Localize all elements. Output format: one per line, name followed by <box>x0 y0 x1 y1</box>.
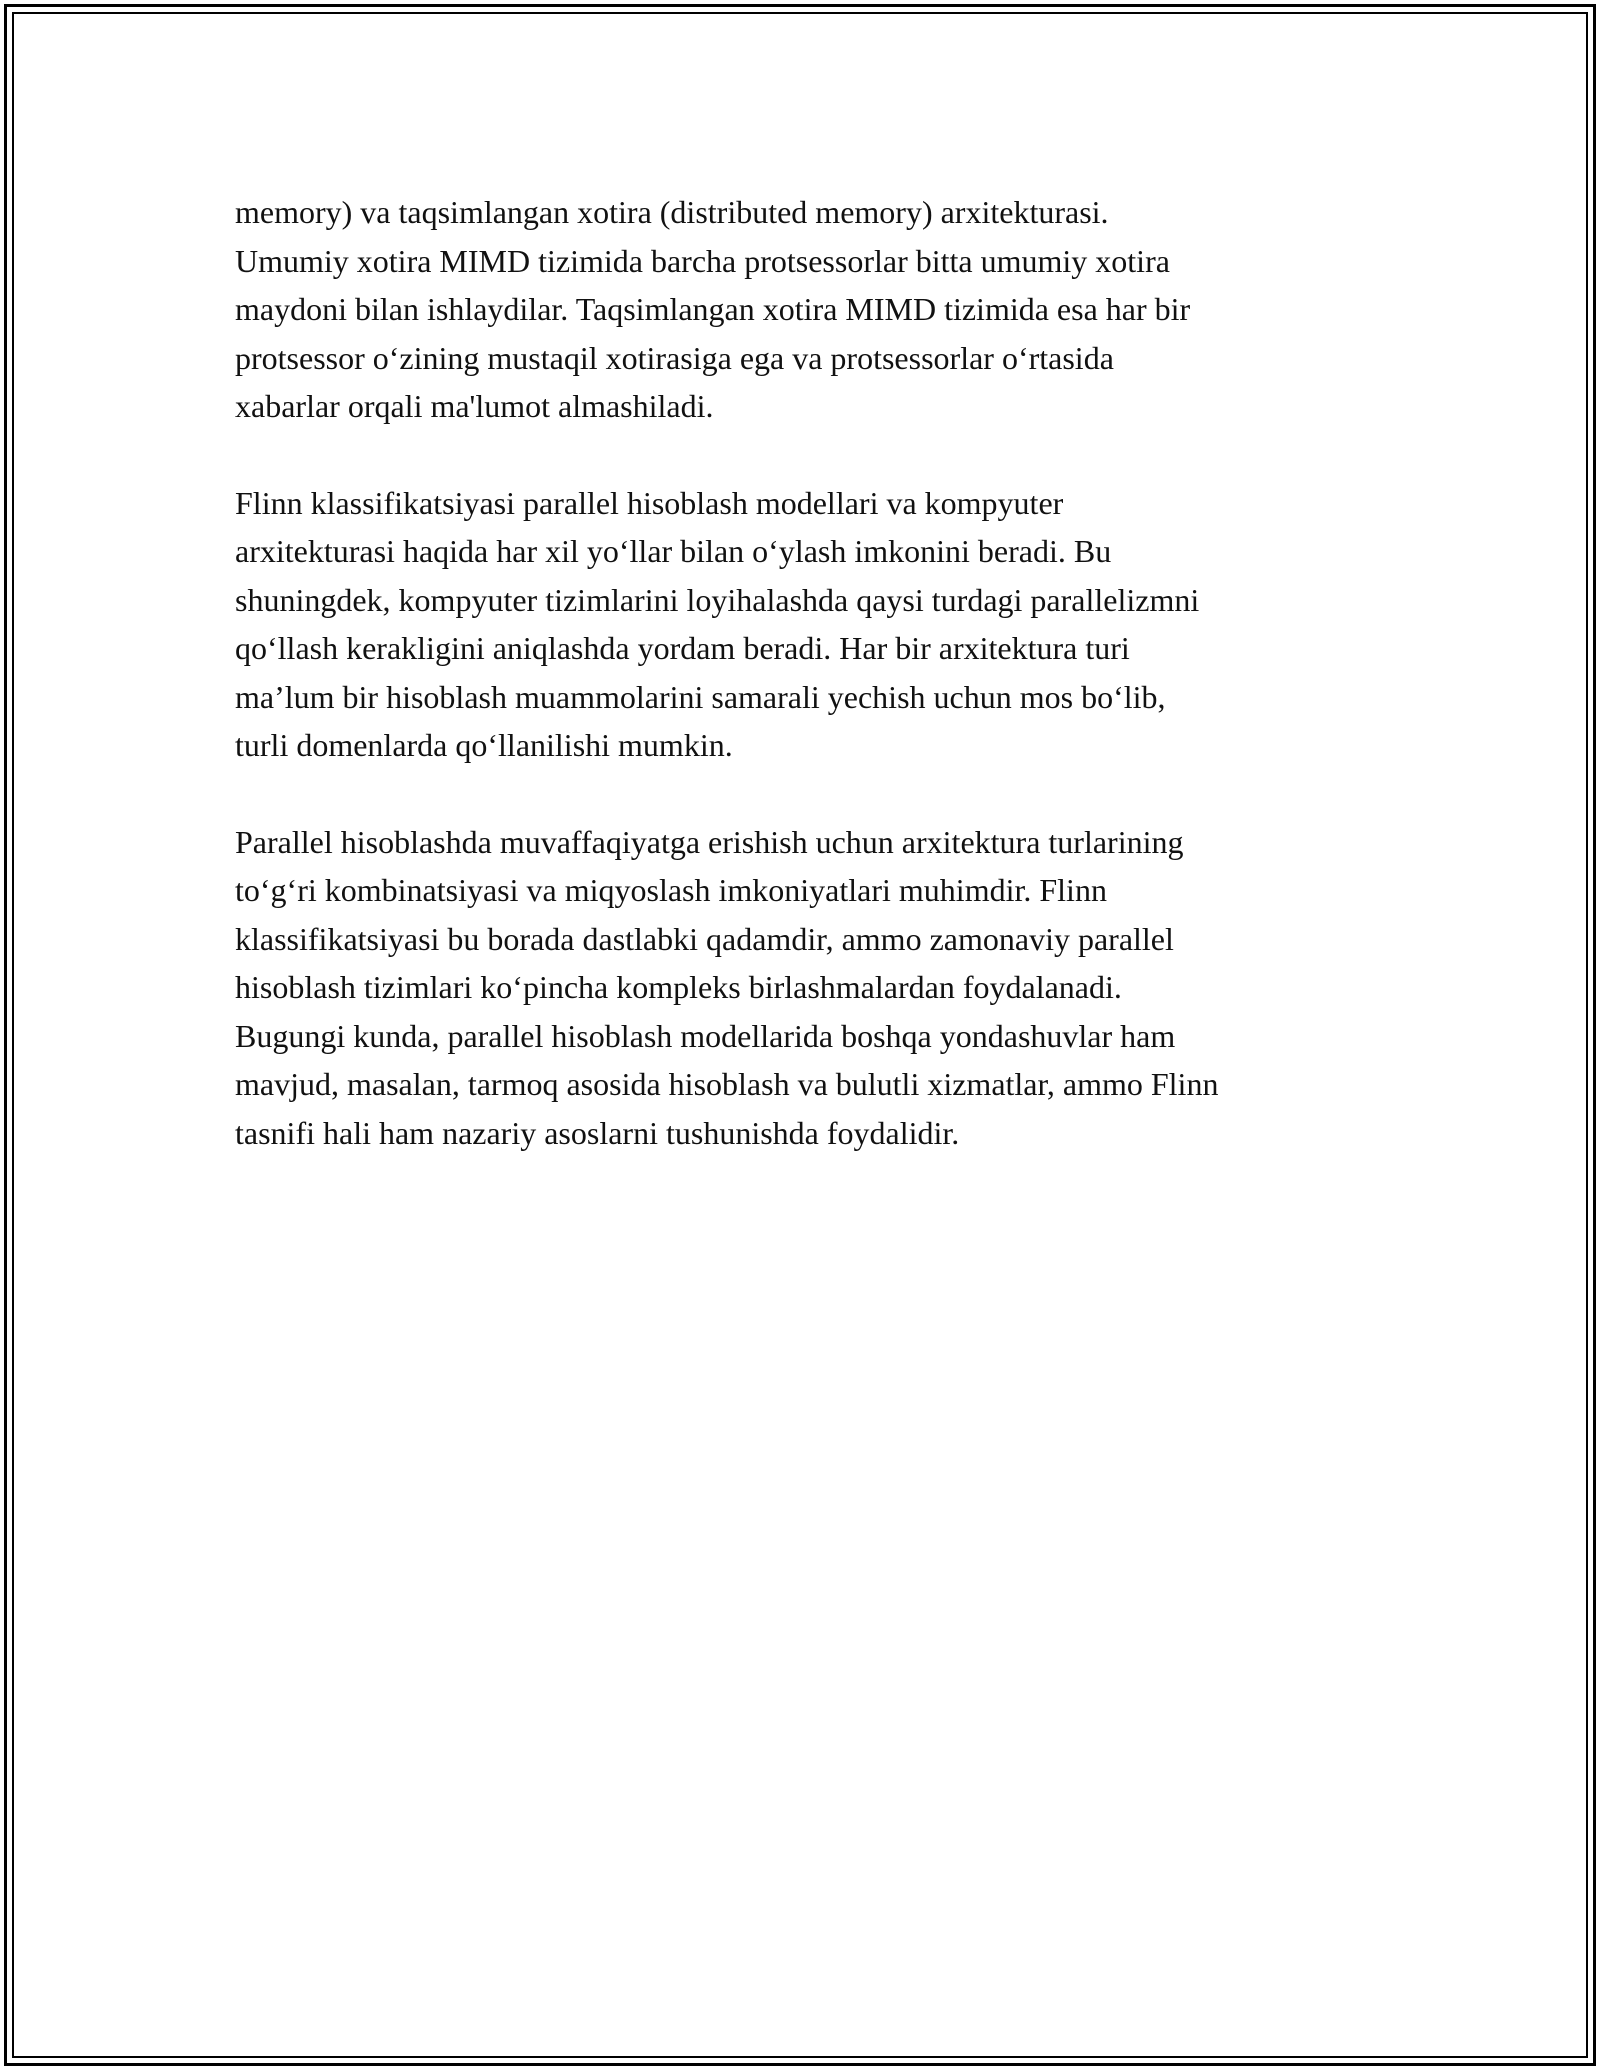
text-line: hisoblash tizimlari ko‘pincha kompleks birlashmalardan foydalanadi. <box>235 969 1122 1005</box>
text-line: Parallel hisoblashda muvaffaqiyatga erishish uchun arxitektura turlarining <box>235 823 1184 860</box>
text-line: protsessor o‘zining mustaqil xotirasiga ega va protsessorlar o‘rtasida <box>235 339 1114 376</box>
text-line: xabarlar orqali ma'lumot almashiladi. <box>235 388 714 424</box>
text-line: Umumiy xotira MIMD tizimida barcha protsessorlar bitta umumiy xotira <box>235 242 1170 279</box>
paragraph-3 <box>235 818 1365 1158</box>
text-line: ma’lum bir hisoblash muammolarini samarali yechish uchun mos bo‘lib, <box>235 678 1166 715</box>
text-line: arxitekturasi haqida har xil yo‘llar bilan o‘ylash imkonini beradi. Bu <box>235 533 1112 569</box>
text-line: klassifikatsiyasi bu borada dastlabki qadamdir, ammo zamonaviy parallel <box>235 920 1174 957</box>
document-body <box>235 188 1365 1205</box>
text-line: to‘g‘ri kombinatsiyasi va miqyoslash imkoniyatlari muhimdir. Flinn <box>235 872 1107 908</box>
paragraph-2 <box>235 479 1365 770</box>
paragraph-1 <box>235 188 1365 431</box>
text-line: shuningdek, kompyuter tizimlarini loyihalashda qaysi turdagi parallelizmni <box>235 581 1200 618</box>
text-line: memory) va taqsimlangan xotira (distributed memory) arxitekturasi. <box>235 194 1109 230</box>
text-line: qo‘llash kerakligini aniqlashda yordam beradi. Har bir arxitektura turi <box>235 630 1130 666</box>
text-line: turli domenlarda qo‘llanilishi mumkin. <box>235 727 733 763</box>
text-line: maydoni bilan ishlaydilar. Taqsimlangan xotira MIMD tizimida esa har bir <box>235 291 1191 327</box>
text-line: mavjud, masalan, tarmoq asosida hisoblash va bulutli xizmatlar, ammo Flinn <box>235 1066 1219 1102</box>
text-line: Bugungi kunda, parallel hisoblash modellarida boshqa yondashuvlar ham <box>235 1017 1176 1054</box>
text-line: tasnifi hali ham nazariy asoslarni tushunishda foydalidir. <box>235 1114 960 1151</box>
text-line: Flinn klassifikatsiyasi parallel hisoblash modellari va kompyuter <box>235 484 1064 521</box>
